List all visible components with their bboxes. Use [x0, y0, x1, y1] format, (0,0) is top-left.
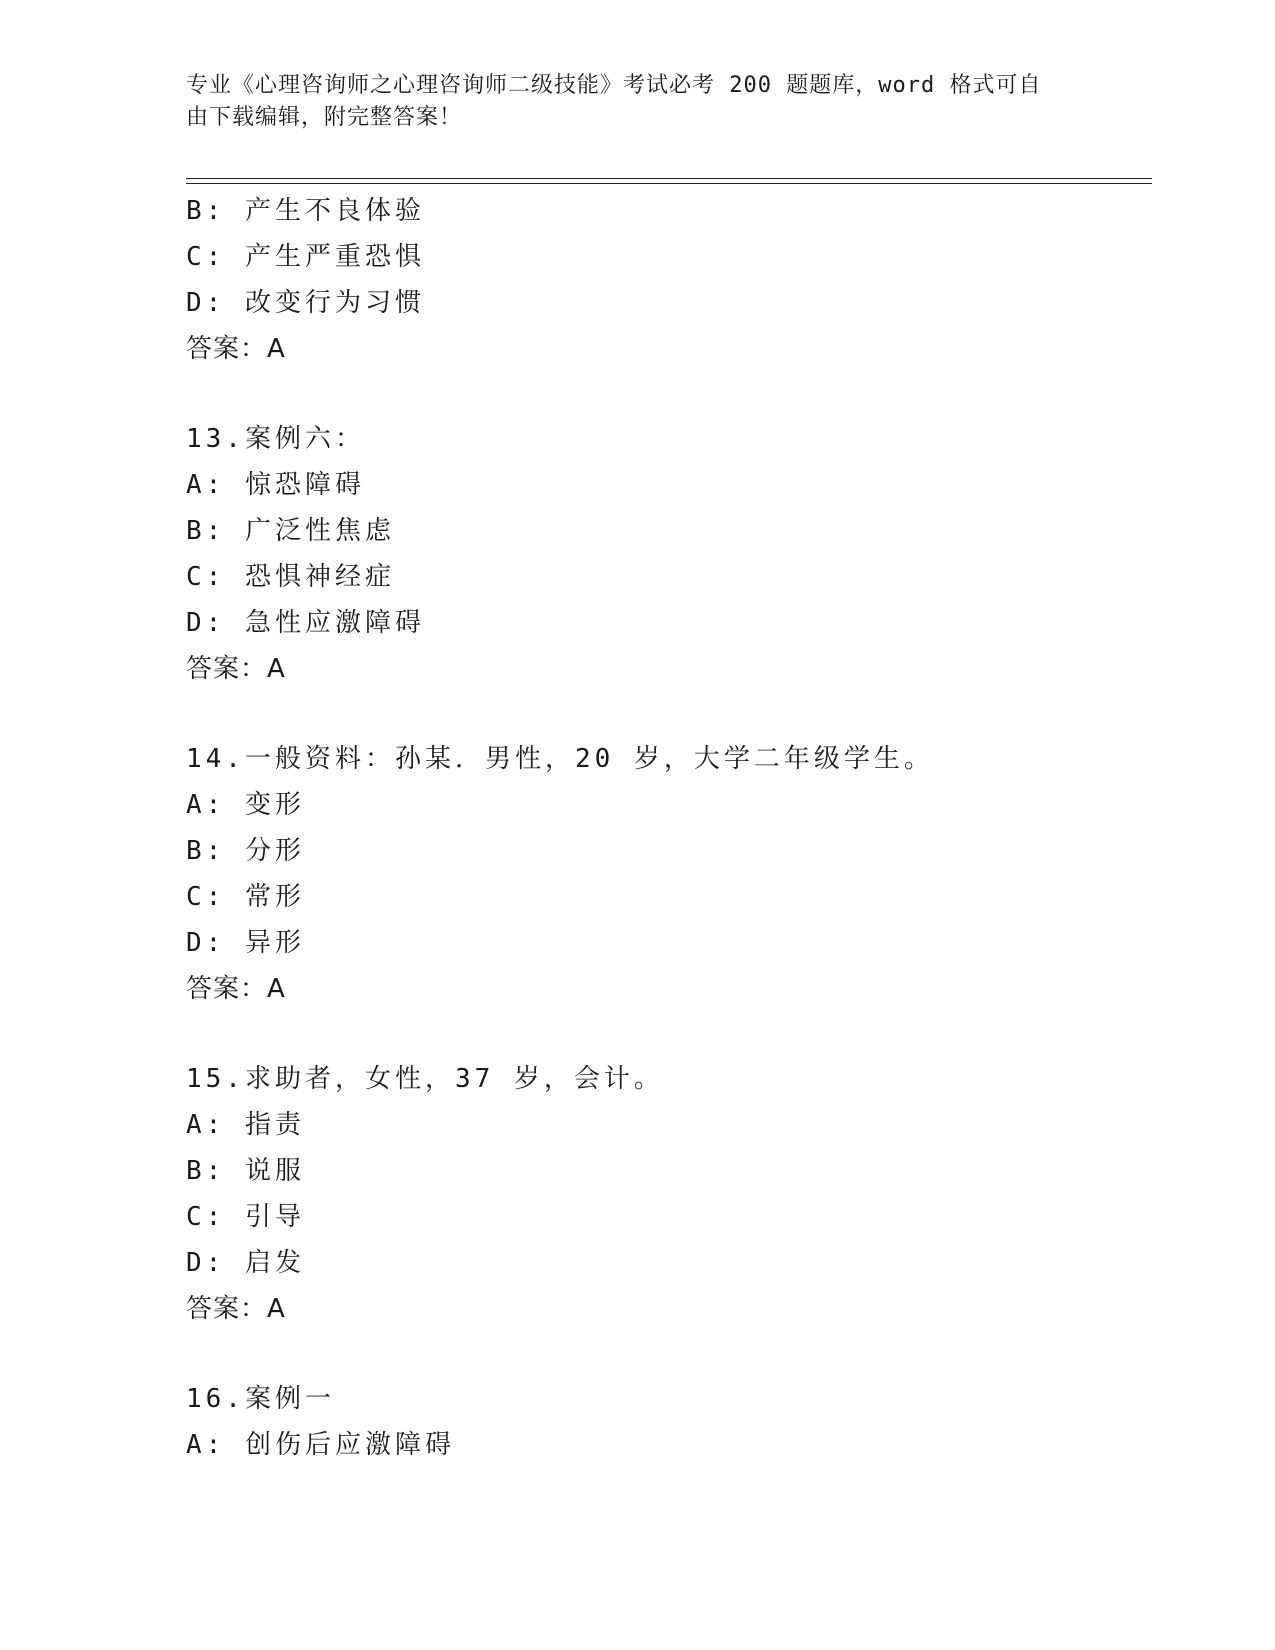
option-d: D: 改变行为习惯 — [186, 288, 425, 318]
header-divider-top — [186, 178, 1152, 179]
option-b: B: 分形 — [186, 836, 305, 866]
option-b: B: 说服 — [186, 1156, 305, 1186]
option-b: B: 产生不良体验 — [186, 196, 425, 226]
option-b: B: 广泛性焦虑 — [186, 516, 395, 546]
answer: 答案：A — [186, 334, 286, 364]
option-d: D: 启发 — [186, 1248, 305, 1278]
header-divider-bottom — [186, 183, 1152, 184]
answer: 答案：A — [186, 654, 286, 684]
question-stem: 15.求助者，女性，37 岁，会计。 — [186, 1064, 664, 1094]
question-list — [186, 188, 1146, 1468]
answer: 答案：A — [186, 1294, 286, 1324]
question-stem: 16.案例一 — [186, 1384, 335, 1414]
question-stem: 14.一般资料：孙某．男性，20 岁，大学二年级学生。 — [186, 744, 934, 774]
question-14 — [186, 736, 1146, 1012]
header-line-1: 专业《心理咨询师之心理咨询师二级技能》考试必考 200 题题库，word 格式可自 — [186, 73, 1042, 98]
option-c: C: 产生严重恐惧 — [186, 242, 425, 272]
question-15 — [186, 1056, 1146, 1332]
question-12-continued — [186, 188, 1146, 372]
option-d: D: 异形 — [186, 928, 305, 958]
option-a: A: 创伤后应激障碍 — [186, 1430, 455, 1460]
answer: 答案：A — [186, 974, 286, 1004]
option-d: D: 急性应激障碍 — [186, 608, 425, 638]
question-13 — [186, 416, 1146, 692]
option-a: A: 惊恐障碍 — [186, 470, 365, 500]
option-c: C: 恐惧神经症 — [186, 562, 395, 592]
question-stem: 13.案例六： — [186, 424, 365, 454]
option-c: C: 常形 — [186, 882, 305, 912]
option-a: A: 变形 — [186, 790, 305, 820]
option-a: A: 指责 — [186, 1110, 305, 1140]
document-header — [186, 70, 1066, 134]
option-c: C: 引导 — [186, 1202, 305, 1232]
question-16 — [186, 1376, 1146, 1468]
header-line-2: 由下载编辑，附完整答案！ — [186, 105, 463, 130]
